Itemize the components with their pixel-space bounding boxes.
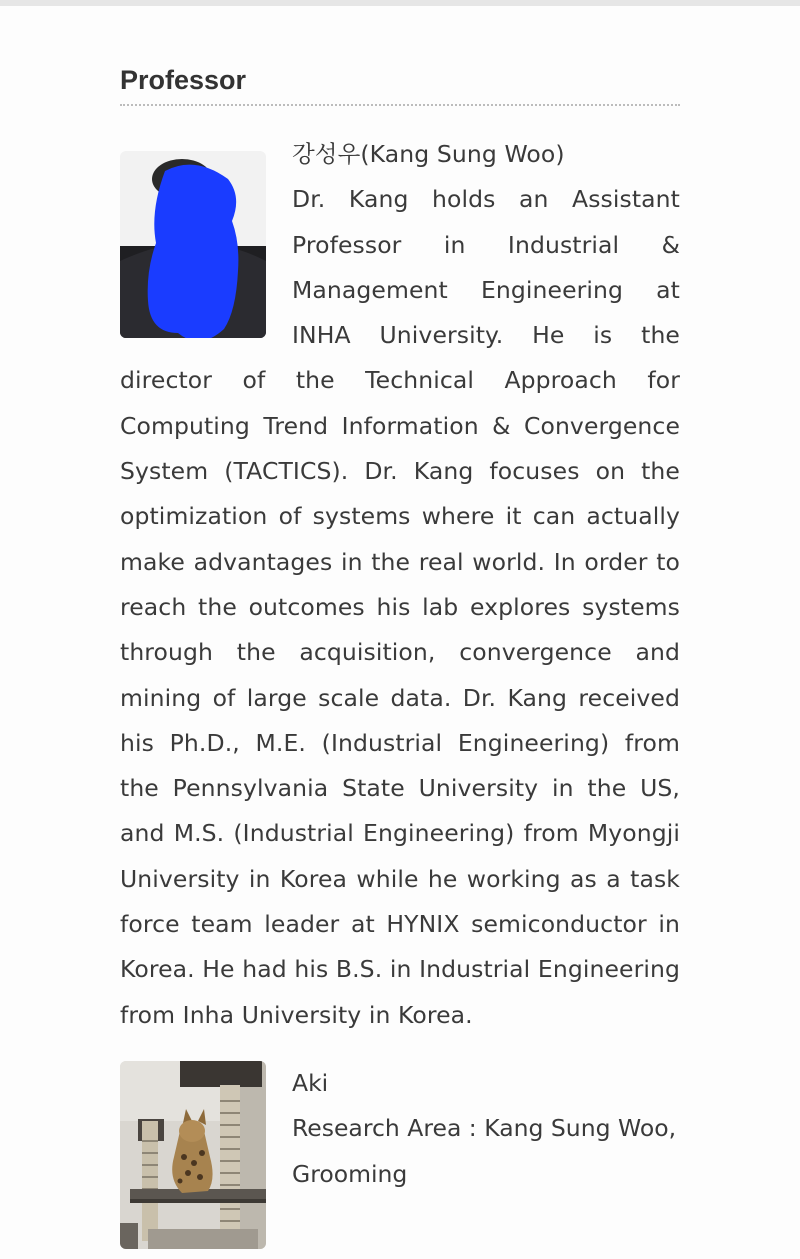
member-name: Aki bbox=[292, 1069, 329, 1097]
professor-photo bbox=[120, 151, 266, 338]
professor-profile bbox=[120, 132, 680, 1038]
member-photo bbox=[120, 1061, 266, 1249]
member-info bbox=[292, 1061, 692, 1197]
professor-name: 강성우(Kang Sung Woo) bbox=[292, 140, 565, 168]
member-research-area-cont: Grooming bbox=[292, 1159, 408, 1188]
member-card bbox=[120, 1060, 680, 1250]
member-research-area: Research Area : Kang Sung Woo, bbox=[292, 1114, 677, 1143]
top-edge-strip bbox=[0, 0, 800, 6]
professor-bio-text: Dr. Kang holds an Assistant Professor in Industrial & Management Engineering at INHA University. He is the director of the Technical Approach for Computing Trend Information & Convergence System (TACTICS). Dr. Kang focuses on the optimization of systems where it can actually make advantages in the real world. In order to reach the outcomes his lab explores systems through the acquisition, convergence and mining of large scale data. Dr. Kang received his Ph.D., M.E. (Industrial Engineering) from the Pennsylvania State University in the US, and M.S. (Industrial Engineering) from Myongji University in Korea while he working as a task force team leader at HYNIX semiconductor in Korea. He had his B.S. in Industrial Engineering from Inha University in Korea. bbox=[120, 185, 680, 1029]
section-title: Professor bbox=[120, 65, 247, 95]
title-divider bbox=[120, 104, 680, 106]
